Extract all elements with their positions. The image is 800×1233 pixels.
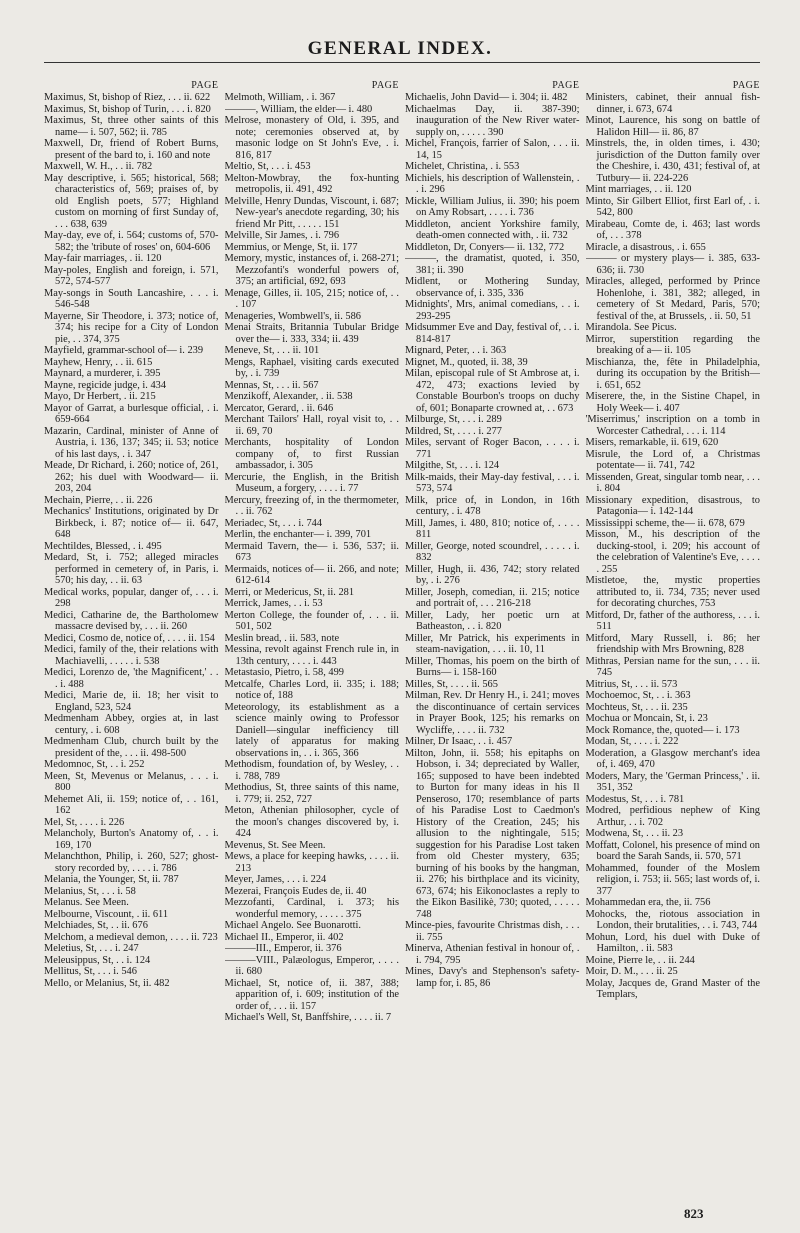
index-entry: Meade, Dr Richard, i. 260; notice of, 261, 262; his duel with Woodward— ii. 203, 204 [44, 460, 219, 494]
header-rule [44, 62, 760, 63]
index-entry: Modestus, St, . . . i. 781 [585, 793, 685, 805]
index-entry: Mochteus, St, . . . ii. 235 [585, 701, 688, 713]
index-entry: Mochua or Moncain, St, i. 23 [585, 713, 708, 724]
index-entry: Merton College, the founder of, . . . ii. 501, 502 [224, 609, 399, 632]
index-entry: Medici, Lorenzo de, 'the Magnificent,' . . . i. 488 [44, 667, 219, 690]
index-entry: Midlent, or Mothering Sunday, observance of, i. 335, 336 [405, 276, 580, 299]
index-entry: Michel, François, farrier of Salon, . . . ii. 14, 15 [405, 138, 580, 161]
index-entry: Michael II., Emperor, ii. 402 [224, 931, 344, 943]
index-entry: ———, William, the elder— i. 480 [224, 103, 373, 115]
index-entry: Medomnoc, St, . . i. 252 [44, 759, 145, 770]
index-entry: Mistletoe, the, mystic properties attributed to, ii. 734, 735; never used for decorating churches, 753 [585, 575, 760, 609]
index-entry: Melancholy, Burton's Anatomy of, . . i. 169, 170 [44, 828, 219, 851]
index-entry: Michael Angelo. See Buonarotti. [224, 920, 361, 931]
index-entry: Maximus, St, bishop of Turin, . . . i. 820 [44, 103, 211, 115]
index-entry: Michael, St, notice of, ii. 387, 388; apparition of, i. 609; institution of the order of, . . . ii. 157 [224, 977, 399, 1012]
index-entry: Melmoth, William, . i. 367 [224, 92, 336, 103]
index-entry: Meneve, St, . . . ii. 101 [224, 345, 320, 356]
index-entry: Milman, Rev. Dr Henry H., i. 241; moves the discontinuance of certain services in Prayer Book, 125; his remarks on Wycliffe, . . . . ii. 732 [405, 690, 580, 736]
index-entry: Merchant Tailors' Hall, royal visit to, . . ii. 69, 70 [224, 414, 399, 437]
index-entry: Meleusippus, St, . . i. 124 [44, 954, 151, 966]
index-entry: Michaelis, John David— i. 304; ii. 482 [405, 92, 568, 103]
index-entry: Mildred, St, . . . . i. 277 [405, 425, 502, 437]
index-entry: Mitrius, St, . . . ii. 573 [585, 678, 678, 690]
index-entry: Menage, Gilles, ii. 105, 215; notice of, . . . 107 [224, 287, 399, 310]
index-entry: Maximus, St, bishop of Riez, . . . ii. 622 [44, 92, 211, 103]
index-entry: Methodism, foundation of, by Wesley, . . i. 788, 789 [224, 759, 399, 782]
index-entry: Merrick, James, . . i. 53 [224, 598, 323, 609]
index-entry: Meriadec, St, . . . i. 744 [224, 517, 323, 529]
index-entry: Maximus, St, three other saints of this name— i. 507, 562; ii. 785 [44, 115, 219, 138]
index-entry: Meen, St, Mevenus or Melanus, . . . i. 800 [44, 770, 219, 793]
index-entry: Midsummer Eve and Day, festival of, . . i. 814-817 [405, 322, 580, 345]
index-entry: Medard, St, i. 752; alleged miracles performed in cemetery of, in Paris, i. 570; his day, . . ii. 63 [44, 552, 219, 586]
index-entry: Mochoemoc, St, . . i. 363 [585, 690, 691, 701]
index-entry: May-fair marriages, . ii. 120 [44, 253, 162, 264]
index-entry: Messina, revolt against French rule in, in 13th century, . . . . i. 443 [224, 644, 399, 667]
index-entry: Mengs, Raphael, visiting cards executed by, . i. 739 [224, 356, 399, 379]
index-entry: Mews, a place for keeping hawks, . . . . ii. 213 [224, 851, 399, 874]
page-label: PAGE [191, 80, 219, 91]
index-entry: Michaelmas Day, ii. 387-390; inauguration of the New River water-supply on, . . . . . 390 [405, 103, 580, 138]
index-entry: Michelet, Christina, . i. 553 [405, 161, 520, 172]
page-number: 823 [684, 1206, 704, 1221]
index-entry: Merlin, the enchanter— i. 399, 701 [224, 529, 372, 540]
index-entry: Milburge, St, . . . i. 289 [405, 414, 502, 425]
index-entry: Mechain, Pierre, . . ii. 226 [44, 494, 153, 506]
index-entry: Mechtildes, Blessed, . i. 495 [44, 540, 162, 552]
index-entry: Melton-Mowbray, the fox-hunting metropolis, ii. 491, 492 [224, 172, 399, 195]
page-label: PAGE [552, 80, 580, 91]
index-entry: Misson, M., his description of the ducking-stool, i. 209; his account of the celebration of Valentine's Eve, . . . . . 255 [585, 529, 760, 575]
index-entry: Mohun, Lord, his duel with Duke of Hamilton, . ii. 583 [585, 931, 760, 954]
index-entry: May-day, eve of, i. 564; customs of, 570-582; the 'tribute of roses' on, 604-606 [44, 230, 219, 253]
index-entry: Modan, St, . . . . i. 222 [585, 736, 679, 747]
index-entry: Mermaid Tavern, the— i. 536, 537; ii. 673 [224, 540, 399, 563]
index-entry: Miracles, alleged, performed by Prince Hohenlohe, i. 381, 382; alleged, in cemetery of St Medard, Paris, 570; festival of the, at Brussels, . ii. 50, 51 [585, 276, 760, 322]
index-entry: Mezzofanti, Cardinal, i. 373; his wonderful memory, . . . . . 375 [224, 897, 399, 920]
index-entry: Melanus. See Meen. [44, 897, 129, 908]
index-entry: Mercury, freezing of, in the thermometer, . . ii. 762 [224, 494, 399, 517]
index-entry: Miller, Joseph, comedian, ii. 215; notice and portrait of, . . . 216-218 [405, 586, 580, 609]
index-entry: May-songs in South Lancashire, . . . i. 546-548 [44, 287, 219, 310]
index-entry: Mechanics' Institutions, originated by Dr Birkbeck, i. 87; notice of— ii. 647, 648 [44, 506, 219, 540]
index-entry: Missenden, Great, singular tomb near, . . . i. 804 [585, 471, 760, 494]
index-entry: Minerva, Athenian festival in honour of, . i. 794, 795 [405, 943, 580, 966]
index-entry: Moderation, a Glasgow merchant's idea of, i. 469, 470 [585, 747, 760, 770]
index-entry: Mazarin, Cardinal, minister of Anne of Austria, i. 136, 137; 345; ii. 53; notice of his last days, . i. 347 [44, 425, 219, 460]
index-entry: Moine, Pierre le, . . ii. 244 [585, 954, 695, 966]
index-entry: Melville, Sir James, . i. 796 [224, 230, 340, 241]
index-entry: Meletius, St, . . . i. 247 [44, 943, 139, 954]
index-entry: Melanius, St, . . . i. 58 [44, 885, 136, 897]
index-entry: Methodius, St, three saints of this name, i. 779; ii. 252, 727 [224, 782, 399, 805]
index-entry: Mirabeau, Comte de, i. 463; last words of, . . . 378 [585, 218, 760, 241]
index-entry: Miller, George, noted scoundrel, . . . . . i. 832 [405, 540, 580, 563]
index-entry: ———, the dramatist, quoted, i. 350, 381; ii. 390 [405, 253, 580, 276]
index-entry: Mercator, Gerard, . ii. 646 [224, 402, 334, 414]
index-entry: Mayne, regicide judge, i. 434 [44, 379, 167, 391]
index-entry: Mississippi scheme, the— ii. 678, 679 [585, 517, 745, 529]
index-entry: Mignard, Peter, . . i. 363 [405, 345, 507, 356]
page-header-title: GENERAL INDEX. [307, 38, 493, 59]
index-entry: Misrule, the Lord of, a Christmas potentate— ii. 741, 742 [585, 448, 760, 471]
index-entry: Minstrels, the, in olden times, i. 430; jurisdiction of the Dutton family over the Cheshire, i. 430, 431; festival of, at Tutbury— ii. 224-226 [585, 138, 760, 184]
index-entry: Milner, Dr Isaac, . . i. 457 [405, 736, 513, 747]
index-entry: May-poles, English and foreign, i. 571, 572, 574-577 [44, 264, 219, 287]
index-entry: Menageries, Wombwell's, ii. 586 [224, 310, 361, 322]
index-entry: Modwena, St, . . . ii. 23 [585, 828, 684, 839]
index-entry: Menai Straits, Britannia Tubular Bridge over the— i. 333, 334; ii. 439 [224, 322, 399, 345]
index-entry: Moders, Mary, the 'German Princess,' . ii. 351, 352 [585, 770, 760, 793]
index-entry: Mock Romance, the, quoted— i. 173 [585, 724, 740, 736]
index-entry: Mitford, Dr, father of the authoress, . . . i. 511 [585, 609, 760, 632]
index-entry: Medical works, popular, danger of, . . . i. 298 [44, 586, 219, 609]
index-entry: Miracle, a disastrous, . i. 655 [585, 241, 706, 253]
index-entry: Mirror, superstition regarding the breaking of a— ii. 105 [585, 333, 760, 356]
index-entry: Meyer, James, . . . i. 224 [224, 874, 327, 885]
index-entry: Molay, Jacques de, Grand Master of the Templars, [585, 977, 760, 1000]
index-entry: Mill, James, i. 480, 810; notice of, . . . . 811 [405, 517, 580, 540]
index-entry: Meteorology, its establishment as a science mainly owing to Professor Daniell—singular inefficiency till lately of apparatus for making observations in, . . i. 365, 366 [224, 701, 399, 759]
index-entry: Miles, servant of Roger Bacon, . . . . i. 771 [405, 437, 580, 460]
index-entry: Meslin bread, . ii. 583, note [224, 632, 340, 644]
index-entry: Minot, Laurence, his song on battle of Halidon Hill— ii. 86, 87 [585, 115, 760, 138]
index-entry: Melchom, a medieval demon, . . . . ii. 723 [44, 931, 218, 943]
index-entry: Maynard, a murderer, i. 395 [44, 368, 161, 379]
index-entry: Melville, Henry Dundas, Viscount, i. 687; New-year's anecdote regarding, 30; his friend Mr Pitt, . . . . . 151 [224, 195, 399, 230]
index-entry: Menzikoff, Alexander, . ii. 538 [224, 391, 353, 402]
index-entry: Maxwell, W. H., . . ii. 782 [44, 161, 153, 172]
index-entry: Milton, John, ii. 558; his epitaphs on Hobson, i. 34; depreciated by Waller, 165; supposed to have been indebted to Burton for many ideas in his Il Penseroso, 170; resemblance of parts of his Paradise Lost to Caedmon's History of the Creation, 245; his allusion to the nightingale, 515; suggestion for his Paradise Lost taken from old Chester mystery, 635; burning of his books by the hangman, ii. 276; his birthplace and its vicinity, 673, 674; his Eikonoclastes a reply to the Eikon Basilikè, 730; quoted, . . . . . 748 [405, 747, 580, 920]
index-entry: Mayhew, Henry, . . ii. 615 [44, 356, 153, 368]
index-entry: Melrose, monastery of Old, i. 395, and note; ceremonies observed at, by masonic lodge on St John's Eve, . i. 816, 817 [224, 115, 399, 161]
index-entry: Misers, remarkable, ii. 619, 620 [585, 437, 719, 448]
index-entry: Medici, Catharine de, the Bartholomew massacre devised by, . . . ii. 260 [44, 609, 219, 632]
index-entry: Miller, Lady, her poetic urn at Batheaston, . . i. 820 [405, 609, 580, 632]
index-entry: Midnights', Mrs, animal comedians, . . i. 293-295 [405, 299, 580, 322]
index-column-4 [586, 64, 761, 1224]
index-entry: Meltio, St, . . . i. 453 [224, 161, 311, 172]
index-entry: Moir, D. M., . . . ii. 25 [585, 966, 678, 977]
index-entry: Mohocks, the, riotous association in London, their brutalities, . . i. 743, 744 [585, 908, 760, 931]
index-entry: Medmenham Abbey, orgies at, in last century, . i. 608 [44, 713, 219, 736]
index-entry: Mercurie, the English, in the British Museum, a forgery, . . . . i. 77 [224, 471, 399, 494]
index-entry: Merri, or Medericus, St, ii. 281 [224, 586, 355, 598]
index-entry: Milk, price of, in London, in 16th century, . i. 478 [405, 494, 580, 517]
index-entry: Mellitus, St, . . . i. 546 [44, 966, 137, 977]
index-entry: Mitford, Mary Russell, i. 86; her friendship with Mrs Browning, 828 [585, 632, 760, 655]
index-entry: Mirandola. See Picus. [585, 322, 677, 333]
page-label: PAGE [371, 80, 399, 91]
index-entry: Michael's Well, St, Banffshire, . . . . ii. 7 [224, 1012, 392, 1023]
index-entry: Miserere, the, in the Sistine Chapel, in Holy Week— i. 407 [585, 391, 760, 414]
index-entry: Mince-pies, favourite Christmas dish, . . . ii. 755 [405, 920, 580, 943]
index-entry: Mayerne, Sir Theodore, i. 373; notice of, 374; his recipe for a City of London pie, . . 374, 375 [44, 310, 219, 345]
index-entry: Miller, Thomas, his poem on the birth of Burns— i. 158-160 [405, 655, 580, 678]
index-entry: Mohammedan era, the, ii. 756 [585, 897, 711, 908]
page-label: PAGE [732, 80, 760, 91]
index-entry: ———VIII., Palæologus, Emperor, . . . . ii. 680 [224, 954, 399, 977]
index-entry: Mines, Davy's and Stephenson's safety-lamp for, i. 85, 86 [405, 966, 580, 989]
index-entry: Milles, St, . . . . ii. 565 [405, 678, 498, 690]
index-entry: Middleton, ancient Yorkshire family, death-omen connected with, . ii. 732 [405, 218, 580, 241]
index-entry: Mayor of Garrat, a burlesque official, . i. 659-664 [44, 402, 219, 425]
index-entry: Modred, perfidious nephew of King Arthur, . . i. 702 [585, 805, 760, 828]
index-column-3 [405, 64, 580, 1224]
index-entry: Memory, mystic, instances of, i. 268-271; Mezzofanti's wonderful powers of, 375; an artificial, 692, 693 [224, 253, 399, 287]
index-entry: Melchiades, St, . . ii. 676 [44, 920, 148, 931]
index-entry: Mithras, Persian name for the sun, . . . ii. 745 [585, 655, 760, 678]
index-entry: Michiels, his description of Wallenstein, . . i. 296 [405, 172, 580, 195]
index-column-1 [44, 64, 219, 1224]
index-entry: Maxwell, Dr, friend of Robert Burns, present of the bard to, i. 160 and note [44, 138, 219, 161]
index-entry: Mayfield, grammar-school of— i. 239 [44, 345, 204, 356]
index-entry: Medici, Cosmo de, notice of, . . . . ii. 154 [44, 632, 215, 644]
index-entry: Mohammed, founder of the Moslem religion, i. 753; ii. 565; last words of, i. 377 [585, 862, 760, 897]
index-entry: Merchants, hospitality of London company of, to first Russian ambassador, i. 305 [224, 437, 399, 471]
index-entry: Mint marriages, . . ii. 120 [585, 184, 692, 195]
index-entry: Ministers, cabinet, their annual fish-dinner, i. 673, 674 [585, 92, 760, 115]
index-entry: Mischianza, the, fête in Philadelphia, during its occupation by the British— i. 651, 652 [585, 356, 760, 391]
index-entry: Moffatt, Colonel, his presence of mind on board the Sarah Sands, ii. 570, 571 [585, 839, 760, 862]
index-entry: Medmenham Club, church built by the president of the, . . . ii. 498-500 [44, 736, 219, 759]
index-entry: Miller, Mr Patrick, his experiments in steam-navigation, . . . ii. 10, 11 [405, 632, 580, 655]
index-entry: Miller, Hugh, ii. 436, 742; story related by, . i. 276 [405, 563, 580, 586]
index-entry: Missionary expedition, disastrous, to Patagonia— i. 142-144 [585, 494, 760, 517]
index-columns [44, 64, 760, 1224]
index-entry: Metcalfe, Charles Lord, ii. 335; i. 188; notice of, 188 [224, 678, 399, 701]
index-entry: Milk-maids, their May-day festival, . . . i. 573, 574 [405, 471, 580, 494]
index-entry: Mayo, Dr Herbert, . ii. 215 [44, 391, 156, 402]
index-entry: Melania, the Younger, St, ii. 787 [44, 874, 179, 885]
index-entry: Mel, St, . . . . i. 226 [44, 816, 125, 828]
index-entry: ———III., Emperor, ii. 376 [224, 943, 342, 954]
index-entry: ——— or mystery plays— i. 385, 633-636; ii. 730 [585, 253, 760, 276]
index-entry: Melanchthon, Philip, i. 260, 527; ghost-story recorded by, . . . . i. 786 [44, 851, 219, 874]
index-entry: Mennas, St, . . . ii. 567 [224, 379, 319, 391]
index-column-2 [225, 64, 400, 1224]
index-entry: Mermaids, notices of— ii. 266, and note; 612-614 [224, 563, 399, 586]
index-entry: Medici, family of the, their relations with Machiavelli, . . . . . i. 538 [44, 644, 219, 667]
index-entry: Meton, Athenian philosopher, cycle of the moon's changes discovered by, i. 424 [224, 805, 399, 839]
index-entry: Melbourne, Viscount, . ii. 611 [44, 908, 169, 920]
index-entry: Milgithe, St, . . . i. 124 [405, 460, 500, 471]
index-entry: Mezerai, François Eudes de, ii. 40 [224, 885, 367, 897]
index-entry: Mehemet Ali, ii. 159; notice of, . . 161, 162 [44, 793, 219, 816]
index-entry: Medici, Marie de, ii. 18; her visit to England, 523, 524 [44, 690, 219, 713]
index-entry: 'Miserrimus,' inscription on a tomb in Worcester Cathedral, . . . i. 114 [585, 414, 760, 437]
index-entry: Mickle, William Julius, ii. 390; his poem on Amy Robsart, . . . . i. 736 [405, 195, 580, 218]
index-entry: Mevenus, St. See Meen. [224, 839, 326, 851]
index-entry: Minto, Sir Gilbert Elliot, first Earl of, . i. 542, 800 [585, 195, 760, 218]
index-entry: Middleton, Dr, Conyers— ii. 132, 772 [405, 241, 565, 253]
index-entry: Metastasio, Pietro, i. 58, 499 [224, 667, 344, 678]
index-entry: Mignet, M., quoted, ii. 38, 39 [405, 356, 528, 368]
index-entry: May descriptive, i. 565; historical, 568; characteristics of, 569; praises of, by old English poets, 577; Highland custom on morning of first Sunday of, . . . 638, 639 [44, 172, 219, 230]
index-entry: Milan, episcopal rule of St Ambrose at, i. 472, 473; exactions levied by Constable Bourbon's troops on duchy of, 601; Bonaparte crowned at, . . 673 [405, 368, 580, 414]
index-entry: Mello, or Melanius, St, ii. 482 [44, 977, 170, 989]
index-entry: Memmius, or Menge, St, ii. 177 [224, 241, 358, 253]
